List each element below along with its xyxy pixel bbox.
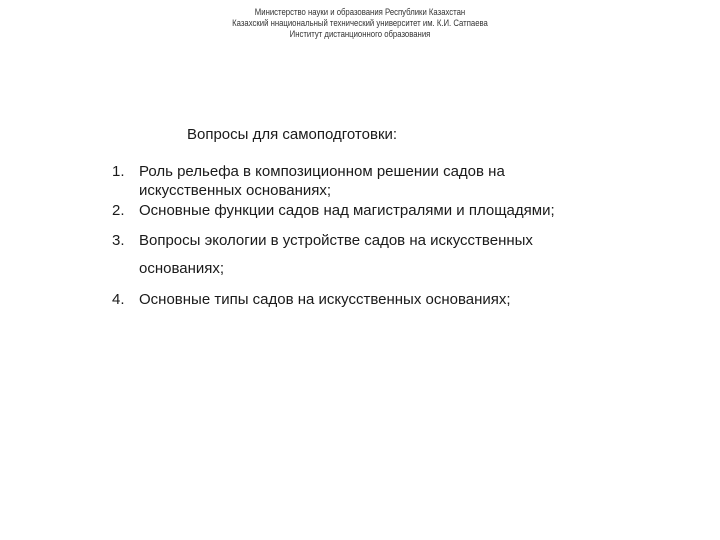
question-text-continuation: искусственных основаниях; <box>139 182 332 199</box>
question-number: 4. <box>112 291 125 308</box>
question-number: 3. <box>112 232 125 249</box>
question-number: 2. <box>112 202 125 219</box>
question-number: 1. <box>112 163 125 180</box>
ministry-line: Министерство науки и образования Республики Казахстан <box>254 7 466 17</box>
document-header <box>0 7 720 40</box>
university-line: Казахский ннациональный технический университет им. К.И. Сатпаева <box>232 18 488 28</box>
question-text: Роль рельефа в композиционном решении садов на <box>139 163 505 180</box>
question-text: Вопросы экологии в устройстве садов на искусственных <box>139 232 533 249</box>
question-text-continuation: основаниях; <box>139 260 225 277</box>
institute-line: Институт дистанционного образования <box>289 29 431 39</box>
question-text: Основные типы садов на искусственных основаниях; <box>139 291 511 308</box>
page-title: Вопросы для самоподготовки: <box>187 126 398 143</box>
question-text: Основные функции садов над магистралями и площадями; <box>139 202 555 219</box>
